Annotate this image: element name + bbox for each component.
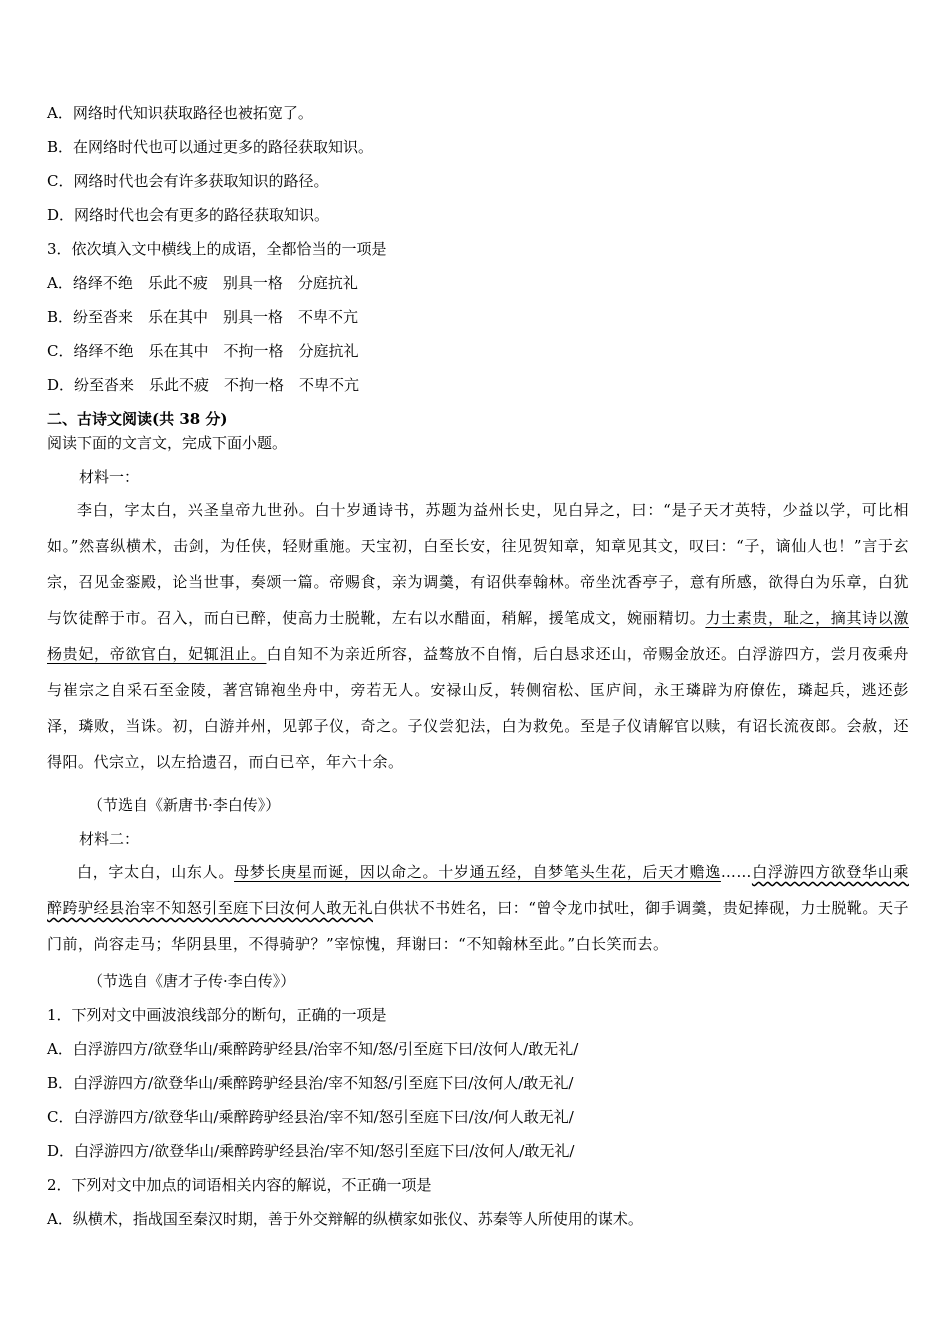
option-c-prev: C．网络时代也会有许多获取知识的路径。	[47, 172, 329, 190]
material-1-label: 材料一：	[79, 468, 140, 486]
material-2-wavy-sentence: 白浮游四方欲登华山乘醉跨驴经县治宰不知怒引至庭下曰汝何人敢无礼	[47, 863, 909, 917]
material-2-passage	[47, 854, 909, 962]
question-1-stem: 1．下列对文中画波浪线部分的断句，正确的一项是	[47, 1006, 387, 1024]
option-d-prev: D．网络时代也会有更多的路径获取知识。	[47, 206, 330, 224]
question-3-option-c: C．络绎不绝 乐在其中 不拘一格 分庭抗礼	[47, 342, 359, 360]
question-3-option-d: D．纷至沓来 乐此不疲 不拘一格 不卑不亢	[47, 376, 360, 394]
material-1-underlined-sentence: 力士素贵，耻之，摘其诗以激杨贵妃，帝欲官白，妃辄沮止。	[47, 609, 909, 663]
material-1-source: （节选自《新唐书·李白传》）	[88, 796, 281, 814]
option-a-prev: A．网络时代知识获取路径也被拓宽了。	[47, 104, 313, 122]
material-2-text-start: 白，字太白，山东人。	[77, 863, 235, 881]
material-2-underlined-sentence: 母梦长庚星而诞，因以命之。十岁通五经，自梦笔头生花，后天才赡逸	[234, 863, 721, 881]
question-1-option-d: D．白浮游四方/欲登华山/乘醉跨驴经县治/宰不知/怒引至庭下曰/汝何人/敢无礼/	[47, 1142, 575, 1160]
material-2-source: （节选自《唐才子传·李白传》）	[88, 972, 296, 990]
material-1-text-part2: 白自知不为亲近所容，益骜放不自惰，后白恳求还山，帝赐金放还。白浮游四方，尝月夜乘舟与崔宗之自采石至金陵，著宫锦袍坐舟中，旁若无人。安禄山反，转侧宿松、匡庐间，永王璘辟为府僚佐，璘起兵，逃还彭泽，璘败，当诛。初，白游并州，见郭子仪，奇之。子仪尝犯法，白为救免。至是子仪请解官以赎，有诏长流夜郎。会赦，还得阳。代宗立，以左拾遗召，而白已卒，年六十余。	[47, 645, 909, 771]
question-3-option-a: A．络绎不绝 乐此不疲 别具一格 分庭抗礼	[47, 274, 358, 292]
question-1-option-a: A．白浮游四方/欲登华山/乘醉跨驴经县/治宰不知/怒/引至庭下曰/汝何人/敢无礼/	[47, 1040, 579, 1058]
question-3-option-b: B．纷至沓来 乐在其中 别具一格 不卑不亢	[47, 308, 359, 326]
section-2-title: 二、古诗文阅读(共 38 分)	[47, 410, 228, 428]
question-3-stem: 3．依次填入文中横线上的成语，全都恰当的一项是	[47, 240, 387, 258]
question-2-option-a: A．纵横术，指战国至秦汉时期，善于外交辩解的纵横家如张仪、苏秦等人所使用的谋术。	[47, 1210, 643, 1228]
question-1-option-c: C．白浮游四方/欲登华山/乘醉跨驴经县治/宰不知/怒引至庭下曰/汝/何人敢无礼/	[47, 1108, 574, 1126]
material-1-text-part1: 李白，字太白，兴圣皇帝九世孙。白十岁通诗书，苏题为益州长史，见白异之，曰：“是子天才英特，少益以学，可比相如。”然喜纵横术，击剑，为任侠，轻财重施。天宝初，白至长安，往见贺知章，知章见其文，叹曰：“子，谪仙人也！”言于玄宗，召见金銮殿，论当世事，奏颂一篇。帝赐食，亲为调羹，有诏供奉翰林。帝坐沈香亭子，意有所感，欲得白为乐章，白犹与饮徒醉于市。召入，而白已醉，使高力士脱靴，左右以水醋面，稍解，援笔成文，婉丽精切。	[47, 501, 909, 627]
question-2-stem: 2．下列对文中加点的词语相关内容的解说，不正确一项是	[47, 1176, 432, 1194]
material-2-text-rest: 白供状不书姓名，曰：“曾令龙巾拭吐，御手调羹，贵妃捧砚，力士脱靴。天子门前，尚容走马；华阴县里，不得骑驴？”宰惊愧，拜谢曰：“不知翰林至此。”白长笑而去。	[47, 899, 909, 953]
option-b-prev: B．在网络时代也可以通过更多的路径获取知识。	[47, 138, 374, 156]
material-2-label: 材料二：	[79, 830, 140, 848]
material-1-passage	[47, 492, 909, 780]
section-2-instruction: 阅读下面的文言文，完成下面小题。	[47, 434, 288, 452]
material-2-ellipsis: ……	[720, 863, 752, 881]
question-1-option-b: B．白浮游四方/欲登华山/乘醉跨驴经县治/宰不知怒/引至庭下曰/汝何人/敢无礼/	[47, 1074, 574, 1092]
